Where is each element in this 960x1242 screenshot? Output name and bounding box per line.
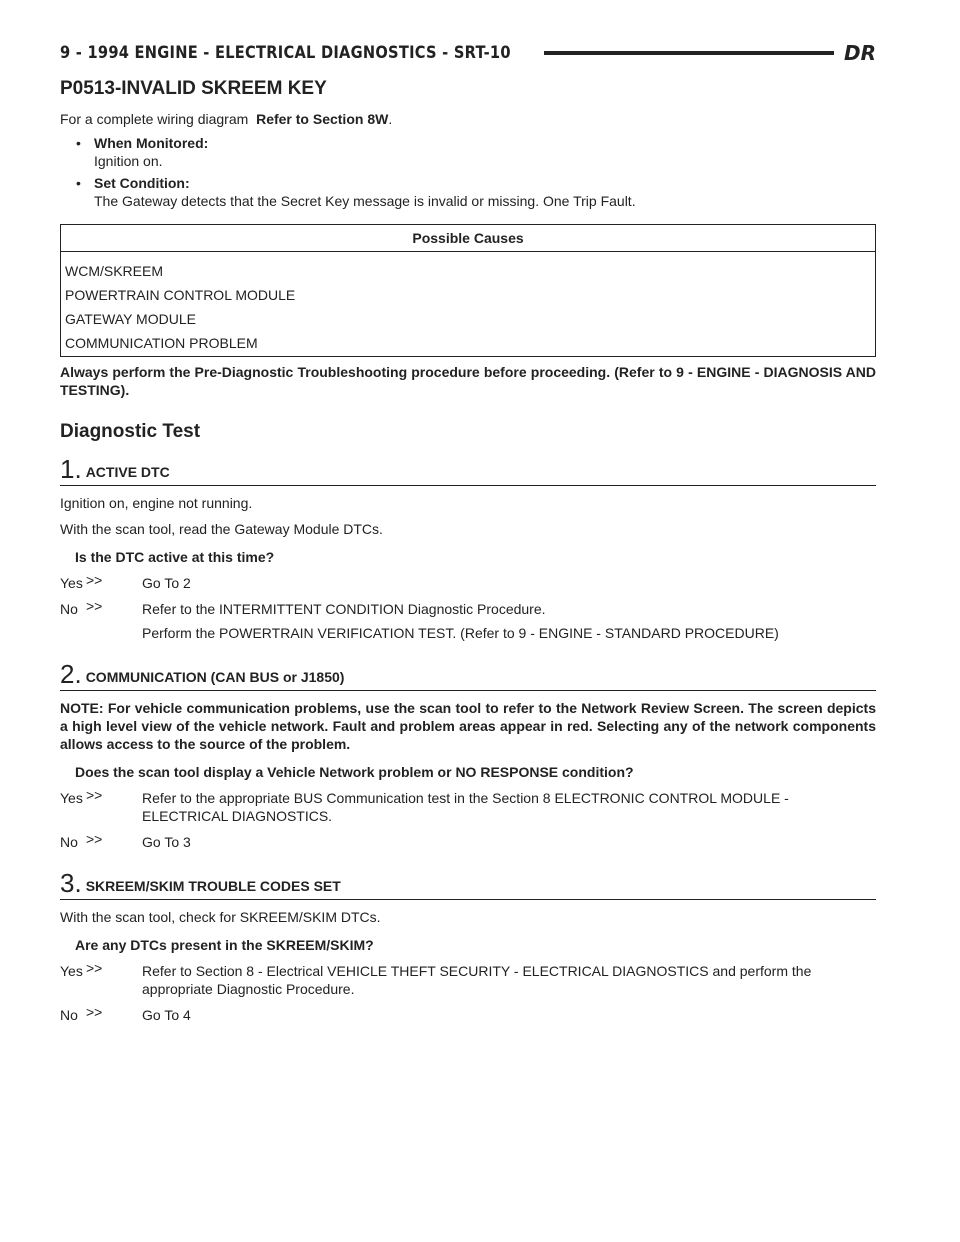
step-instruction: With the scan tool, check for SKREEM/SKIM DTCs.	[60, 909, 381, 925]
step-2-header	[60, 660, 876, 691]
page-header	[60, 40, 876, 66]
arrow-icon: >>	[86, 831, 103, 847]
answer-text	[116, 574, 876, 592]
dtc-title: P0513-INVALID SKREEM KEY	[60, 78, 327, 99]
bullet-dot-icon: •	[76, 175, 81, 191]
dr-logo: DR	[843, 41, 876, 65]
answer-label	[60, 574, 116, 592]
bullet-text: Ignition on.	[94, 153, 163, 169]
no-label: No	[60, 601, 78, 617]
answer-line[interactable]: Refer to the appropriate BUS Communication test in the Section 8 ELECTRONIC CONTROL MODULE - ELECTRICAL DIAGNOSTICS.	[142, 790, 789, 824]
yes-label: Yes	[60, 575, 83, 591]
bullet-label: When Monitored:	[94, 135, 209, 151]
step-title: COMMUNICATION (CAN BUS or J1850)	[85, 669, 345, 685]
arrow-icon: >>	[86, 787, 103, 803]
answer-label	[60, 600, 116, 642]
answer-yes	[60, 574, 876, 592]
step-note: NOTE: For vehicle communication problems, use the scan tool to refer to the Network Review Screen. The screen depicts a high level view of the vehicle network. Fault and problem areas appear in red. Selecting any of the network components allows access to the source of the problem.	[60, 700, 876, 752]
arrow-icon: >>	[86, 960, 103, 976]
bullet-text: The Gateway detects that the Secret Key message is invalid or missing. One Trip Fault.	[94, 193, 636, 209]
answer-yes	[60, 789, 876, 825]
answer-no	[60, 833, 876, 851]
possible-causes-table	[60, 224, 876, 357]
wiring-link[interactable]: Refer to Section 8W	[256, 111, 389, 127]
step-question: Are any DTCs present in the SKREEM/SKIM?	[75, 937, 374, 953]
yes-label: Yes	[60, 963, 83, 979]
step-number: 1.	[60, 454, 82, 484]
cause-item: POWERTRAIN CONTROL MODULE	[65, 287, 296, 303]
answer-label	[60, 962, 116, 998]
step-1-header	[60, 455, 876, 486]
answer-no	[60, 1006, 876, 1024]
bullet-dot-icon: •	[76, 135, 81, 151]
bullet-label: Set Condition:	[94, 175, 190, 191]
no-label: No	[60, 1007, 78, 1023]
answer-text	[116, 789, 876, 825]
no-label: No	[60, 834, 78, 850]
step-number: 2.	[60, 659, 82, 689]
bullet-when-monitored	[60, 134, 876, 170]
step-number: 3.	[60, 868, 82, 898]
answer-label	[60, 1006, 116, 1024]
answer-label	[60, 833, 116, 851]
answer-yes	[60, 962, 876, 998]
answer-line[interactable]: Perform the POWERTRAIN VERIFICATION TEST. (Refer to 9 - ENGINE - STANDARD PROCEDURE)	[142, 625, 779, 641]
step-instruction: Ignition on, engine not running.	[60, 495, 253, 511]
answer-line[interactable]: Go To 4	[142, 1007, 191, 1023]
step-question: Is the DTC active at this time?	[75, 549, 275, 565]
answer-no	[60, 600, 876, 642]
header-title: 9 - 1994 ENGINE - ELECTRICAL DIAGNOSTICS - SRT-10	[60, 43, 511, 63]
answer-text	[116, 600, 876, 642]
answer-line[interactable]: Refer to Section 8 - Electrical VEHICLE THEFT SECURITY - ELECTRICAL DIAGNOSTICS and perform the appropriate Diagnostic Procedure.	[142, 963, 812, 997]
answer-line[interactable]: Refer to the INTERMITTENT CONDITION Diagnostic Procedure.	[142, 601, 546, 617]
cause-item: WCM/SKREEM	[65, 263, 163, 279]
wiring-reference	[60, 110, 876, 128]
step-title: SKREEM/SKIM TROUBLE CODES SET	[85, 878, 341, 894]
yes-label: Yes	[60, 790, 83, 806]
possible-causes-heading: Possible Causes	[61, 225, 875, 252]
step-title: ACTIVE DTC	[85, 464, 170, 480]
possible-causes-list	[61, 252, 875, 356]
answer-line[interactable]: Go To 3	[142, 834, 191, 850]
page-content	[60, 78, 876, 1024]
wiring-prefix: For a complete wiring diagram	[60, 111, 249, 127]
header-rule	[544, 51, 834, 55]
wiring-suffix: .	[388, 111, 393, 127]
answer-line[interactable]: Go To 2	[142, 575, 191, 591]
answer-text	[116, 1006, 876, 1024]
answer-text	[116, 833, 876, 851]
answer-text	[116, 962, 876, 998]
cause-item: GATEWAY MODULE	[65, 311, 196, 327]
arrow-icon: >>	[86, 1004, 103, 1020]
arrow-icon: >>	[86, 572, 103, 588]
step-instruction: With the scan tool, read the Gateway Module DTCs.	[60, 521, 383, 537]
pre-diagnostic-note: Always perform the Pre-Diagnostic Troubleshooting procedure before proceeding. (Refer to 9 - ENGINE - DIAGNOSIS AND TESTING).	[60, 364, 876, 398]
cause-item: COMMUNICATION PROBLEM	[65, 335, 258, 351]
step-3-header	[60, 869, 876, 900]
answer-label	[60, 789, 116, 825]
arrow-icon: >>	[86, 598, 103, 614]
step-question: Does the scan tool display a Vehicle Network problem or NO RESPONSE condition?	[75, 764, 634, 780]
diagnostic-test-title: Diagnostic Test	[60, 421, 201, 442]
bullet-set-condition	[60, 174, 876, 210]
